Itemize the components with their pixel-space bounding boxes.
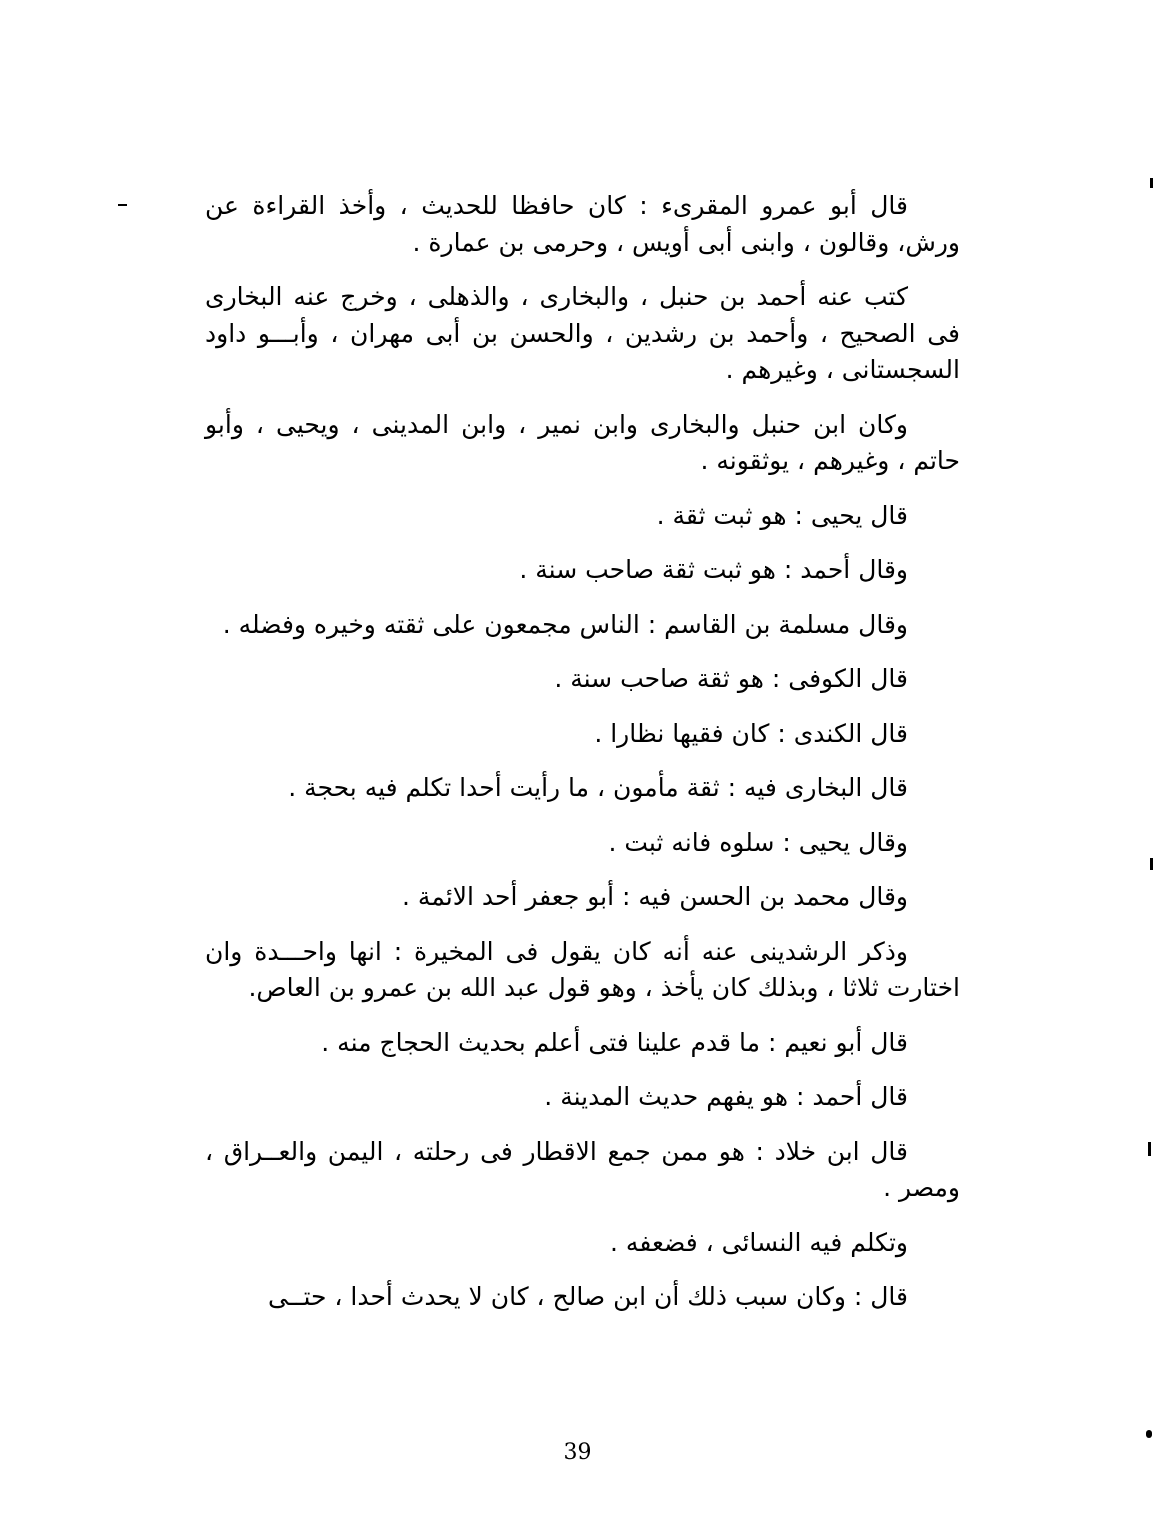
scan-speck (1148, 1142, 1151, 1156)
paragraph-14: قال أحمد : هو يفهم حديث المدينة . (544, 1082, 908, 1111)
paragraph-9: قال البخارى فيه : ثقة مأمون ، ما رأيت أحدا تكلم فيه بحجة . (288, 773, 908, 802)
body-text (205, 188, 960, 1334)
page-number: 39 (563, 1440, 592, 1465)
paragraph-8: قال الكندى : كان فقيها نظارا . (594, 718, 908, 748)
paragraph-7: قال الكوفى : هو ثقة صاحب سنة . (554, 664, 908, 693)
paragraph-15: قال ابن خلاد : هو ممن جمع الاقطار فى رحلته ، اليمن والعــراق ، ومصر . (205, 1136, 960, 1202)
paragraph-13: قال أبو نعيم : ما قدم علينا فتى أعلم بحديث الحجاج منه . (321, 1027, 908, 1057)
scan-speck (118, 204, 127, 206)
paragraph-2: كتب عنه أحمد بن حنبل ، والبخارى ، والذهلى ، وخرج عنه البخارى فى الصحيح ، وأحمد بن رشدين ، والحسن بن أبى مهران ، وأبـــو داود السجستانى ، وغيرهم . (205, 282, 960, 384)
scan-speck (1146, 1430, 1152, 1438)
paragraph-3: وكان ابن حنبل والبخارى وابن نمير ، وابن المدينى ، ويحيى ، وأبو حاتم ، وغيرهم ، يوثقونه . (205, 409, 960, 475)
paragraph-16: وتكلم فيه النسائى ، فضعفه . (610, 1227, 908, 1257)
paragraph-6: وقال مسلمة بن القاسم : الناس مجمعون على ثقته وخيره وفضله . (222, 609, 908, 639)
scan-speck (1150, 178, 1153, 188)
paragraph-17: قال : وكان سبب ذلك أن ابن صالح ، كان لا يحدث أحدا ، حتــى (267, 1282, 908, 1311)
paragraph-4: قال يحيى : هو ثبت ثقة . (656, 500, 908, 530)
paragraph-10: وقال يحيى : سلوه فانه ثبت . (608, 827, 908, 857)
paragraph-5: وقال أحمد : هو ثبت ثقة صاحب سنة . (519, 555, 908, 584)
paragraph-12: وذكر الرشدينى عنه أنه كان يقول فى المخيرة : انها واحـــدة وان اختارت ثلاثا ، وبذلك كان يأخذ ، وهو قول عبد الله بن عمرو بن العاص. (205, 936, 960, 1002)
scan-speck (1150, 858, 1153, 870)
paragraph-1: قال أبو عمرو المقرىء : كان حافظا للحديث ، وأخذ القراءة عن ورش، وقالون ، وابنى أبى أويس ، وحرمى بن عمارة . (205, 191, 960, 257)
paragraph-11: وقال محمد بن الحسن فيه : أبو جعفر أحد الائمة . (402, 882, 908, 911)
